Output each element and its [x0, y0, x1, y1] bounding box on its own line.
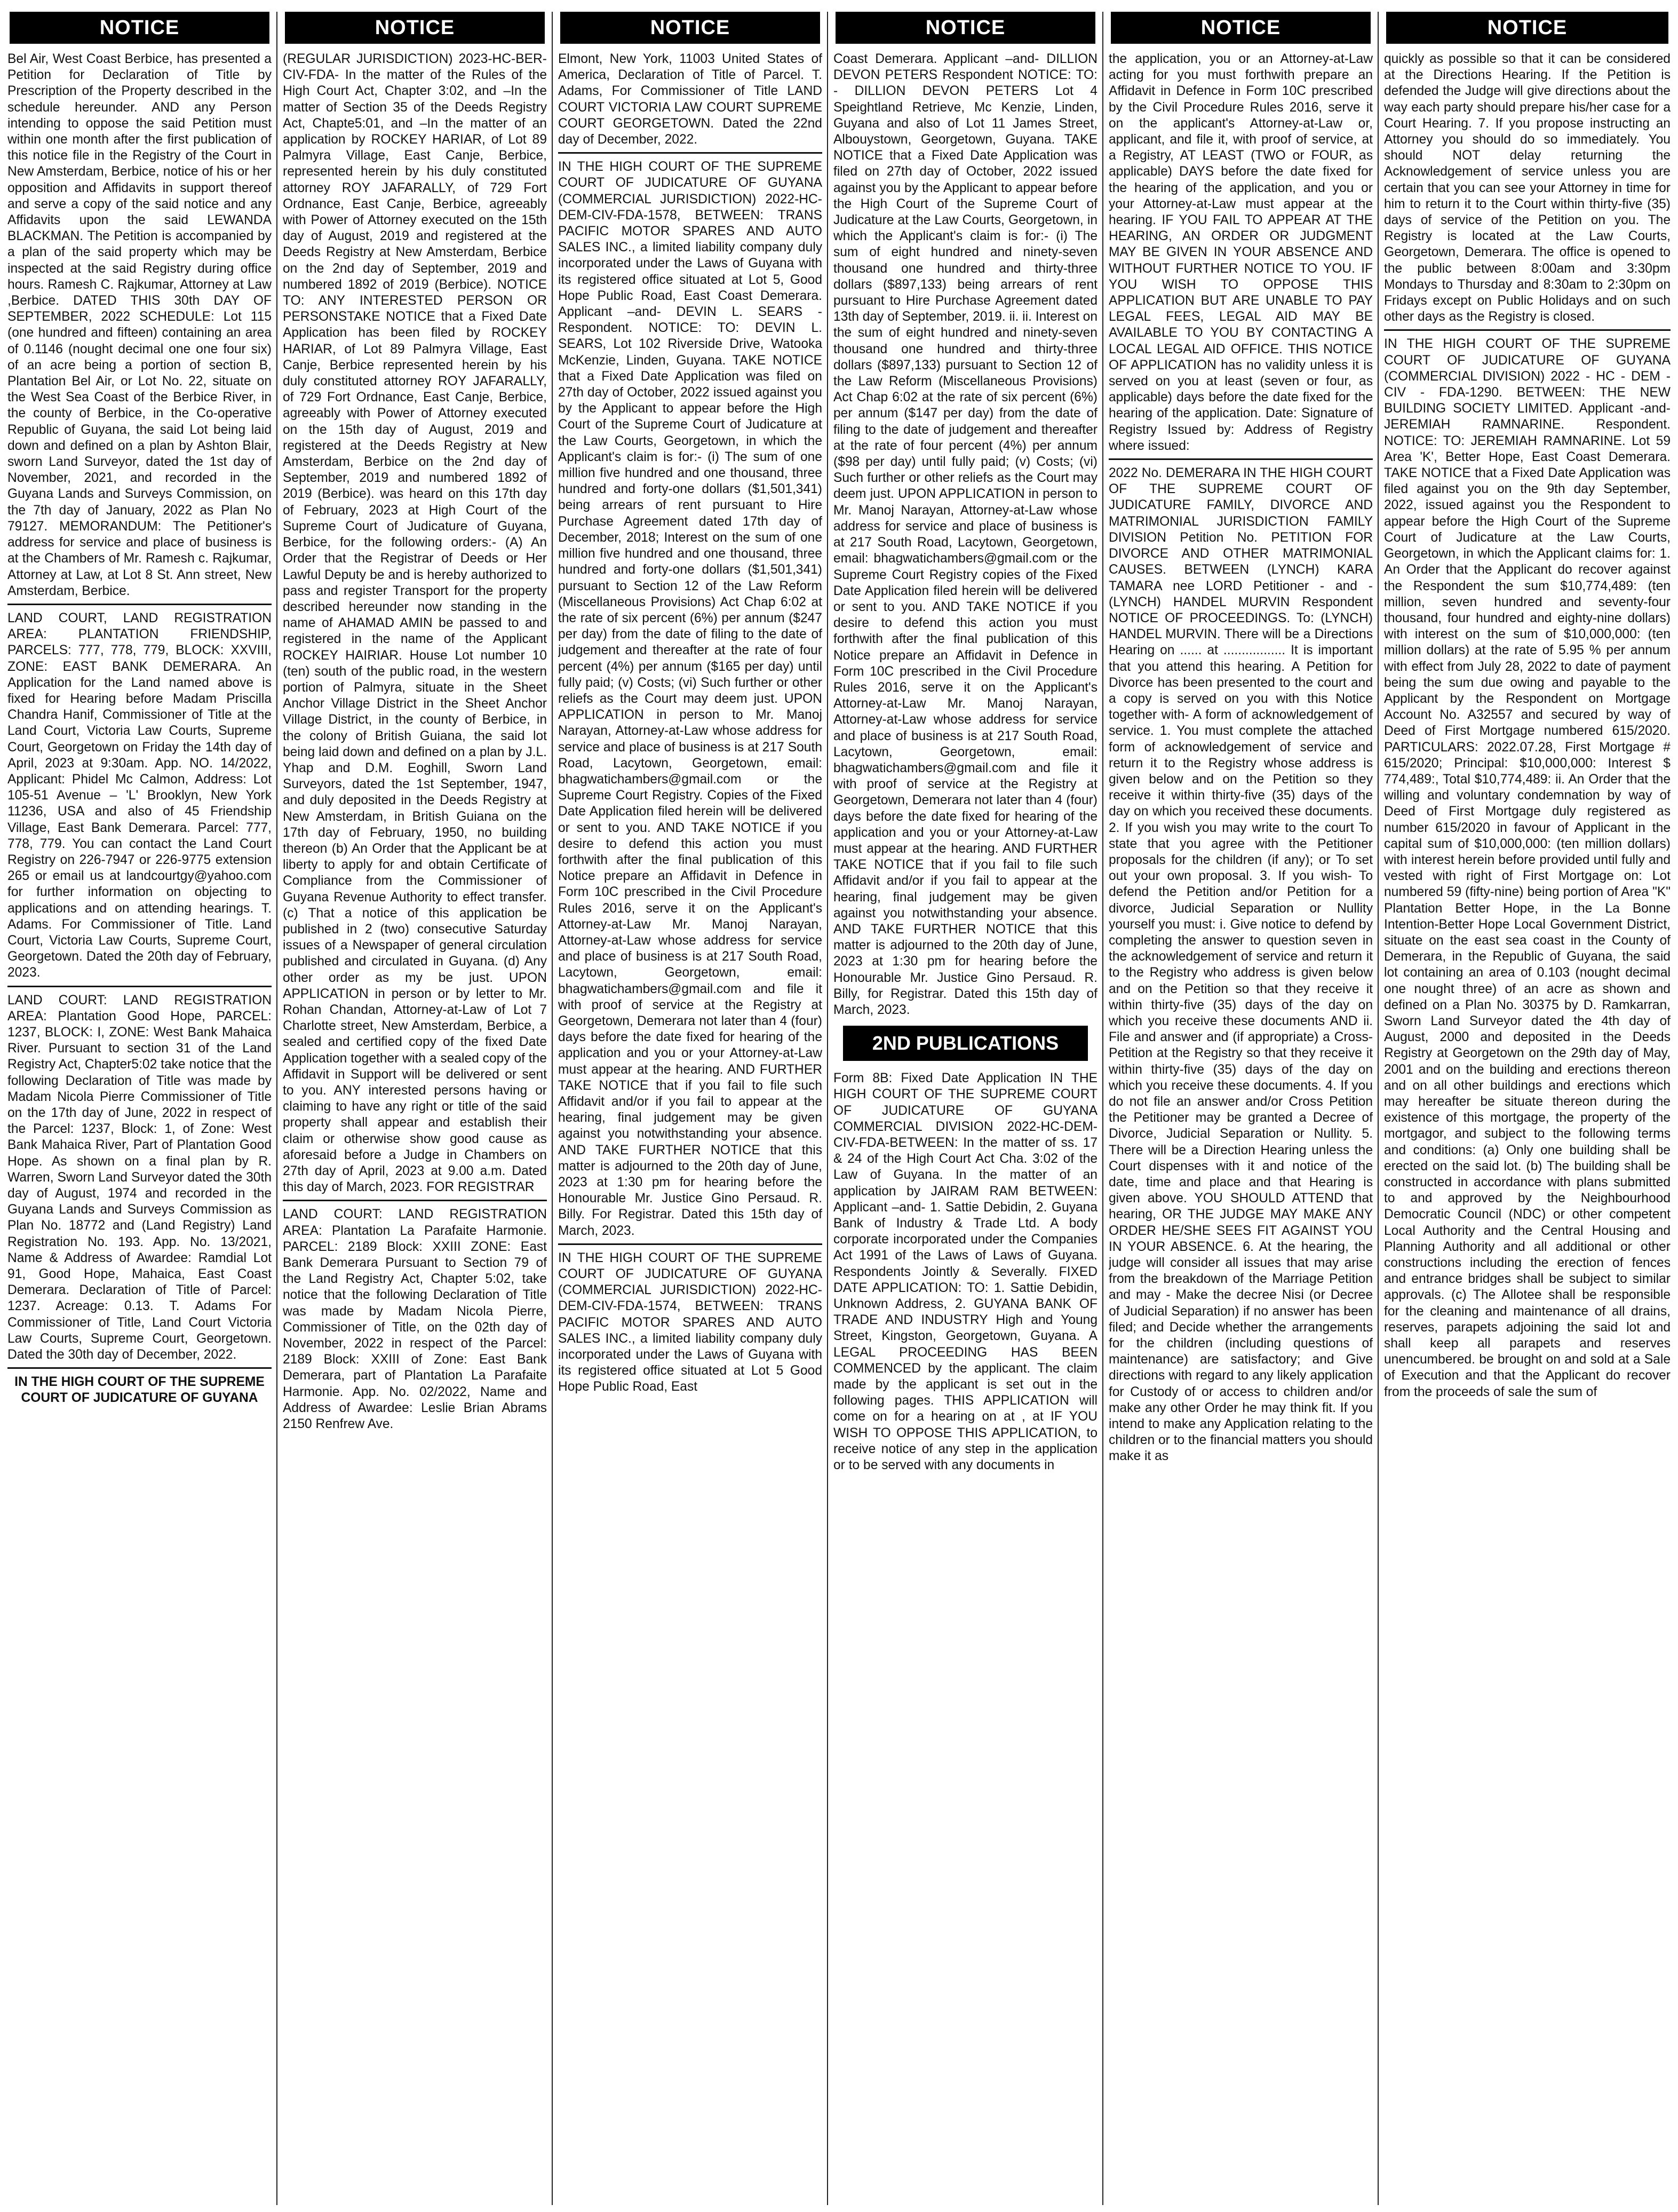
divider — [1384, 329, 1671, 331]
notice-banner: NOTICE — [1386, 12, 1668, 44]
notice-text: (REGULAR JURISDICTION) 2023-HC-BER-CIV-FDA- In the matter of the Rules of the High Court Act, Chapter 3:02, and –In the matter of Section 35 of the Deeds Registry Act, Chapte5:01, and –In the matter of an application by ROCKEY HARIAR, of Lot 89 Palmyra Village, East Canje, Berbice, represented herein by his duly constituted attorney ROY JAFARALLY, of 729 Fort Ordnance, East Canje, Berbice, agreeably with Power of Attorney executed on the 15th day of August, 2019 and registered at the Deeds Registry at New Amsterdam, Berbice on the 2nd day of September, 2019 and numbered 1892 of 2019 (Berbice). NOTICE TO: ANY INTERESTED PERSON OR PERSONSTAKE NOTICE that a Fixed Date Application has been filed by ROCKEY HARIAR, of Lot 89 Palmyra Village, East Canje, Berbice represented herein by his duly constituted attorney ROY JAFARALLY, of 729 Fort Ordnance, East Canje, Berbice, agreeably with Power of Attorney executed on the 15th day of August, 2019 and registered at the Deeds Registry at New Amsterdam, Berbice on the 2nd day of September, 2019 and numbered 1892 of 2019 (Berbice). was heard on this 17th day of February, 2023 at High Court of the Supreme Court of Judicature of Guyana, Berbice, for the following orders:- (A) An Order that the Registrar of Deeds or Her Lawful Deputy be and is hereby authorized to pass and register Transport for the property described hereunder now standing in the name of AHAMAD AMIN be passed to and registered in the name of the Applicant ROCKEY HAIRIAR. House Lot number 10 (ten) south of the public road, in the western portion of Palmyra, situate in the Sheet Anchor Village District in the Sheet Anchor Village District, in the county of Berbice, in the colony of British Guiana, the said lot being laid down and defined on a plan by J.L. Yhap and D.M. Eoghill, Sworn Land Surveyors, dated the 1st September, 1947, and duly deposited in the Deeds Registry at New Amsterdam, in British Guiana on the 17th day of February, 1950, no building thereon (b) An Order that the Applicant be at liberty to apply for and obtain Certificate of Compliance from the Commissioner of Guyana Revenue Authority to effect transfer. (c) That a notice of this application be published in 2 (two) consecutive Saturday issues of a Newspaper of general circulation published and circulated in Guyana. (d) Any other order as my be just. UPON APPLICATION in person or by letter to Mr. Rohan Chandan, Attorney-at-Law of Lot 7 Charlotte street, New Amsterdam, Berbice, a sealed and certified copy of the fixed Date Application together with a sealed copy of the Affidavit in Support will be delivered or sent to you. ANY interested persons having or claiming to have any right or title of the said property shall appear and establish their claim or otherwise show good cause as aforesaid before a Judge in Chambers on 27th day of April, 2023 at 9.00 a.m. Dated this day of March, 2023. FOR REGISTRAR — [283, 52, 547, 1195]
column-3 — [558, 12, 822, 2205]
notice-text: LAND COURT: LAND REGISTRATION AREA: Plantation La Parafaite Harmonie. PARCEL: 2189 Block: XXIII ZONE: East Bank Demerara Pursuant to Section 79 of the Land Registry Act, Chapter 5:02, take notice that the following Declaration of Title was made by Madam Nicola Pierre, Commissioner of Title, on the 02th day of November, 2022 in respect of the Parcel: 2189 Block: XXIII of Zone: East Bank Demerara, part of Plantation La Parafaite Harmonie. App. No. 02/2022, Name and Address of Awardee: Leslie Brian Abrams 2150 Renfrew Ave. — [283, 1207, 547, 1432]
column-2 — [283, 12, 547, 2205]
divider — [283, 1200, 547, 1201]
notice-banner: NOTICE — [285, 12, 545, 44]
column-divider — [1102, 12, 1103, 2205]
column-divider — [552, 12, 553, 2205]
divider — [558, 152, 822, 154]
notice-text: IN THE HIGH COURT OF THE SUPREME COURT OF JUDICATURE OF GUYANA (COMMERCIAL JURISDICTION) 2022-HC-DEM-CIV-FDA-1574, BETWEEN: TRANS PACIFIC MOTOR SPARES AND AUTO SALES INC., a limited liability company duly incorporated under the Laws of Guyana with its registered office situated at Lot 5 Good Hope Public Road, East — [558, 1250, 822, 1394]
notice-banner: NOTICE — [836, 12, 1095, 44]
notice-text: quickly as possible so that it can be considered at the Directions Hearing. If the Petition is defended the Judge will give directions about the way each party should prepare his/her case for a Court Hearing. 7. If you propose instructing an Attorney you should do so immediately. You should NOT delay returning the Acknowledgement of service unless you are certain that you can see your Attorney in time for him to return it to the Court within thirty-five (35) days of service of the Petition on you. The Registry is located at the Law Courts, Georgetown, Demerara. The office is opened to the public between 8:00am and 3:30pm Mondays to Thursday and 8:30am to 2:30pm on Fridays except on Public Holidays and on such other days as the Registry is closed. — [1384, 52, 1671, 324]
divider — [7, 986, 272, 987]
notice-text: the application, you or an Attorney-at-Law acting for you must forthwith prepare an Affidavit in Defence in Form 10C prescribed by the Civil Procedure Rules 2016, serve it on the applicant's Attorney-at-Law or, applicant, and file it, with proof of service, at a Registry, AT LEAST (TWO or FOUR, as applicable) DAYS before the date fixed for the hearing of the application, and you or your Attorney-at-Law must appear at the hearing. IF YOU FAIL TO APPEAR AT THE HEARING, AN ORDER OR JUDGMENT MAY BE GIVEN IN YOUR ABSENCE AND WITHOUT FURTHER NOTICE TO YOU. IF YOU WISH TO OPPOSE THIS APPLICATION BUT ARE UNABLE TO PAY LEGAL FEES, LEGAL AID MAY BE AVAILABLE TO YOU BY CONTACTING A LOCAL LEGAL AID OFFICE. THIS NOTICE OF APPLICATION has no validity unless it is served on you at least (seven or four, as applicable) days before the date fixed for the hearing of the application. Date: Signature of Registry Issued by: Address of Registry where issued: — [1109, 52, 1373, 453]
column-divider — [1378, 12, 1379, 2205]
notice-text: 2022 No. DEMERARA IN THE HIGH COURT OF THE SUPREME COURT OF JUDICATURE FAMILY, DIVORCE AND MATRIMONIAL JURISDICTION FAMILY DIVISION Petition No. PETITION FOR DIVORCE AND OTHER MATRIMONIAL CAUSES. BETWEEN (LYNCH) KARA TAMARA nee LORD Petitioner - and - (LYNCH) HANDEL MURVIN Respondent NOTICE OF PROCEEDINGS. To: (LYNCH) HANDEL MURVIN. There will be a Directions Hearing on ...... at ................. It is important that you attend this hearing. A Petition for Divorce has been presented to the court and a copy is served on you with this Notice together with- A form of acknowledgement of service. 1. You must complete the attached form of acknowledgement of service and return it to the Registry whose address is given below and on the Petition so they receive it within thirty-five (35) days of the day on which you received these documents. 2. If you wish you may write to the court To state that you agree with the Petitioner proposals for the children (if any); or To set out your own proposal. 3. If you wish- To defend the Petition and/or Petition for a divorce, Judicial Separation or Nullity yourself you must: i. Give notice to defend by completing the answer to question seven in the acknowledgement of service and return it to the Registry who address is given below and on the Petition so that they receive it within thirty-five (35) days of the day on which you receive these documents AND ii. File and answer and (if appropriate) a Cross-Petition at the Registry so that they receive it within thirty-five (35) days of the day on which you receive these documents. 4. If you do not file an answer and/or Cross Petition the Petitioner may be granted a Decree of Divorce, Judicial Separation or Nullity. 5. There will be a Direction Hearing unless the Court dispenses with it and notice of the date, time and place and that Hearing is given above. YOU SHOULD ATTEND that hearing, OR THE JUDGE MAY MAKE ANY ORDER HE/SHE SEES FIT AGAINST YOU IN YOUR ABSENCE. 6. At the hearing, the judge will consider all issues that may arise from the breakdown of the Marriage Petition and may - Make the decree Nisi (or Decree of Judicial Separation) if no answer has been filed; and Decide whether the arrangements for the children (including questions of maintenance) are satisfactory; and Give directions with regard to any likely application for Custody of or access to children and/or make any other Order he may think fit. If you intend to make any Application relating to the children or to the financial matters you should make it as — [1109, 466, 1373, 1464]
notice-heading: IN THE HIGH COURT OF THE SUPREME COURT OF JUDICATURE OF GUYANA — [14, 1375, 265, 1406]
notice-text: Coast Demerara. Applicant –and- DILLION DEVON PETERS Respondent NOTICE: TO: - DILLION DEVON PETERS Lot 4 Speightland Retrieve, Mc Kenzie, Linden, Guyana and also of Lot 11 James Street, Albouystown, Georgetown, Guyana. TAKE NOTICE that a Fixed Date Application was filed on 27th day of October, 2022 issued against you by the Applicant to appear before the High Court of the Supreme Court of Judicature at the Law Courts, Georgetown, in which the Applicant's claim is for:- (i) The sum of eight hundred and ninety-seven thousand one hundred and thirty-three dollars ($897,133) being arrears of rent pursuant to Hire Purchase Agreement dated 13th day of September, 2019. ii. ii. Interest on the sum of eight hundred and ninety-seven thousand one hundred and thirty-three dollars ($897,133) pursuant to Section 12 of the Law Reform (Miscellaneous Provisions) Act Chap 6:02 at the rate of six percent (6%) per annum ($147 per day) from the date of filing to the date of judgement and thereafter at the rate of four percent (4%) per annum ($98 per day) until fully paid; (v) Costs; (vi) Such further or other reliefs as the Court may deem just. UPON APPLICATION in person to Mr. Manoj Narayan, Attorney-at-Law whose address for service and place of business is at 217 South Road, Lacytown, Georgetown, email: bhagwatichambers@gmail.com or the Supreme Court Registry copies of the Fixed Date Application filed herein will be delivered or sent to you. AND TAKE NOTICE if you desire to defend this action you must forthwith after the final publication of this Notice prepare an Affidavit in Defence in Form 10C prescribed in the Civil Procedure Rules 2016, serve it on the Applicant's Attorney-at-Law Mr. Manoj Narayan, Attorney-at-Law whose address for service and place of business is at 217 South Road, Lacytown, Georgetown, email: bhagwatichambers@gmail.com and file it with proof of service at the Registry at Georgetown, Demerara not later than 4 (four) days before the date fixed for hearing of the application and you or your Attorney-at-Law must appear at the hearing. AND FURTHER TAKE NOTICE that if you fail to file such Affidavit and/or if you fail to appear at the hearing, final judgement may be given against you notwithstanding your absence. AND TAKE FURTHER NOTICE that this matter is adjourned to the 20th day of June, 2023 at 1:30 pm for hearing before the Honourable Mr. Justice Gino Persaud. R. Billy, for Registrar. Dated this 15th day of March, 2023. — [833, 52, 1098, 1017]
notice-banner: NOTICE — [10, 12, 269, 44]
section-banner: 2ND PUBLICATIONS — [843, 1026, 1088, 1061]
column-divider — [827, 12, 828, 2205]
notice-text: IN THE HIGH COURT OF THE SUPREME COURT OF JUDICATURE OF GUYANA (COMMERCIAL JURISDICTION) 2022-HC-DEM-CIV-FDA-1578, BETWEEN: TRANS PACIFIC MOTOR SPARES AND AUTO SALES INC., a limited liability company duly incorporated under the Laws of Guyana with its registered office situated at Lot 5, Good Hope Public Road, East Coast Demerara. Applicant –and- DEVIN L. SEARS - Respondent. NOTICE: TO: DEVIN L. SEARS, Lot 102 Riverside Drive, Watooka McKenzie, Linden, Guyana. TAKE NOTICE that a Fixed Date Application was filed on 27th day of October, 2022 issued against you by the Applicant to appear before the High Court of the Supreme Court of Judicature at the Law Courts, Georgetown, in which the Applicant's claim is for:- (i) The sum of one million five hundred and one thousand, three hundred and forty-one dollars ($1,501,341) being arrears of rent pursuant to Hire Purchase Agreement dated 17th day of December, 2018; Interest on the sum of one million five hundred and one thousand, three hundred and forty-one dollars ($1,501,341) pursuant to Section 12 of the Law Reform (Miscellaneous Provisions) Act Chap 6:02 at the rate of six percent (6%) per annum ($247 per day) from the date of filing to the date of judgement and thereafter at the rate of four percent (4%) per annum ($165 per day) until fully paid; (v) Costs; (vi) Such further or other reliefs as the Court may deem just. UPON APPLICATION in person to Mr. Manoj Narayan, Attorney-at-Law whose address for service and place of business is at 217 South Road, Lacytown, Georgetown, email: bhagwatichambers@gmail.com or the Supreme Court Registry. Copies of the Fixed Date Application filed herein will be delivered or sent to you. AND TAKE NOTICE if you desire to defend this action you must forthwith after the final publication of this Notice prepare an Affidavit in Defence in Form 10C prescribed in the Civil Procedure Rules 2016, serve it on the Applicant's Attorney-at-Law Mr. Manoj Narayan, Attorney-at-Law whose address for service and place of business is at 217 South Road, Lacytown, Georgetown, email: bhagwatichambers@gmail.com and file it with proof of service at the Registry at Georgetown, Demerara not later than 4 (four) days before the date fixed for hearing of the application and you or your Attorney-at-Law must appear at the hearing. AND FURTHER TAKE NOTICE that if you fail to file such Affidavit and/or if you fail to appear at the hearing, final judgement may be given against you notwithstanding your absence. AND TAKE FURTHER NOTICE that this matter is adjourned to the 20th day of June, 2023 at 1:30 pm for hearing before the Honourable Mr. Justice Gino Persaud. R. Billy. For Registrar. Dated this 15th day of March, 2023. — [558, 160, 822, 1238]
column-5 — [1109, 12, 1373, 2205]
notice-text: Elmont, New York, 11003 United States of America, Declaration of Title of Parcel. T. Adams, For Commissioner of Title LAND COURT VICTORIA LAW COURT SUPREME COURT GEORGETOWN. Dated the 22nd day of December, 2022. — [558, 52, 822, 147]
column-divider — [276, 12, 277, 2205]
notice-text: Bel Air, West Coast Berbice, has presented a Petition for Declaration of Title by Prescription of the Property described in the schedule hereunder. AND any Person intending to oppose the said Petition must within one month after the first publication of this notice file in the Registry of the Court in New Amsterdam, Berbice, notice of his or her opposition and Affidavits in support thereof and serve a copy of the said notice and any Affidavits upon the said LEWANDA BLACKMAN. The Petition is accompanied by a plan of the said property which may be inspected at the said Registry during office hours. Ramesh C. Rajkumar, Attorney at Law ,Berbice. DATED THIS 30th DAY OF SEPTEMBER, 2022 SCHEDULE: Lot 115 (one hundred and fifteen) containing an area of 0.1146 (nought decimal one one four six) of an acre being a portion of section B, Plantation Bel Air, or Lot No. 22, situate on the West Sea Coast of the Berbice River, in the county of Berbice, in the Co-operative Republic of Guyana, the said Lot being laid down and defined on a plan by Ashton Blair, sworn Land Surveyor, dated the 1st day of November, 2021, and recorded in the Guyana Lands and Surveys Commission, on the 7th day of January, 2022 as Plan No 79127. MEMORANDUM: The Petitioner's address for service and place of business is at the Chambers of Mr. Ramesh c. Rajkumar, Attorney at Law, at Lot 8 St. Ann street, New Amsterdam, Berbice. — [7, 52, 272, 598]
notice-banner: NOTICE — [560, 12, 820, 44]
notice-text: IN THE HIGH COURT OF THE SUPREME COURT OF JUDICATURE OF GUYANA (COMMERCIAL DIVISION) 2022 - HC - DEM - CIV - FDA-1290. BETWEEN: THE NEW BUILDING SOCIETY LIMITED. Applicant -and- JEREMIAH RAMNARINE. Respondent. NOTICE: TO: JEREMIAH RAMNARINE. Lot 59 Area 'K', Better Hope, East Coast Demerara. TAKE NOTICE that a Fixed Date Application was filed against you on the 9th day September, 2022, issued against you the Respondent to appear before the High Court of the Supreme Court of Judicature at the Law Courts, Georgetown, in which the Applicant claims for: 1. An Order that the Applicant do recover against the Respondent the sum $10,774,489: (ten million, seven hundred and seventy-four thousand, four hundred and eighty-nine dollars) with interest on the sum of $10,000,000: (ten million dollars) at the rate of 5.95 % per annum with effect from July 28, 2022 to date of payment being the sum due owing and payable to the Applicant by the Respondent on Mortgage Account No. A32557 and secured by way of Deed of First Mortgage numbered 615/2020. PARTICULARS: 2022.07.28, First Mortgage # 615/2020; Principal: $10,000,000: Interest $ 774,489:, Total $10,774,489: ii. An Order that the willing and voluntary condemnation by way of Deed of First Mortgage duly registered as number 615/2020 in favour of Applicant in the capital sum of $10,000,000: (ten million dollars) with interest herein before provided until fully and vested with right of First Mortgage on: Lot numbered 59 (fifty-nine) being portion of Area "K" Plantation Better Hope, in the La Bonne Intention-Better Hope Local Government District, situate on the east sea coast in the County of Demerara, in the Republic of Guyana, the said lot containing an area of 0.103 (nought decimal one nought three) of an acre as shown and defined on a Plan No. 30375 by D. Ramkarran, Sworn Land Surveyor dated the 4th day of August, 2000 and deposited in the Deeds Registry at Georgetown on the 29th day of May, 2001 and on the building and erections thereon and on all other buildings and erections which may hereafter be situate thereon during the existence of this mortgage, the property of the mortgagor, and subject to the following terms and conditions: (a) Only one building shall be erected on the said lot. (b) The building shall be constructed in accordance with plans submitted to and approved by the Neighbourhood Democratic Council (NDC) or other competent Local Authority and the Central Housing and Planning Authority and all additional or other constructions including the erection of fences and entrance bridges shall be subject to similar approvals. (c) The Allotee shall be responsible for the cleaning and maintenance of all drains, reserves, parapets adjoining the said lot and shall keep all parapets and reserves unencumbered. be brought on and sold at a Sale of Execution and that the Applicant do recover from the proceeds of sale the sum of — [1384, 337, 1671, 1399]
column-1 — [7, 12, 272, 2205]
column-6 — [1384, 12, 1671, 2205]
notice-text: LAND COURT, LAND REGISTRATION AREA: PLANTATION FRIENDSHIP, PARCELS: 777, 778, 779, BLOCK: XXVIII, ZONE: EAST BANK DEMERARA. An Application for the Land named above is fixed for Hearing before Madam Priscilla Chandra Hanif, Commissioner of Title at the Land Court, Victoria Law Courts, Supreme Court, Georgetown on Friday the 14th day of April, 2023 at 9:30am. App. NO. 14/2022, Applicant: Phidel Mc Calmon, Address: Lot 105-51 Avenue – 'L' Brooklyn, New York 11236, USA and also of 45 Friendship Village, East Bank Demerara. Parcel: 777, 778, 779. You can contact the Land Court Registry on 226-7947 or 226-9775 extension 265 or email us at landcourtgy@yahoo.com for further information on objecting to applications and on attending hearings. T. Adams. For Commissioner of Title. Land Court, Victoria Law Courts, Supreme Court, Georgetown. Dated the 20th day of February, 2023. — [7, 611, 272, 980]
divider — [7, 1367, 272, 1369]
notice-banner: NOTICE — [1111, 12, 1371, 44]
notice-text: LAND COURT: LAND REGISTRATION AREA: Plantation Good Hope, PARCEL: 1237, BLOCK: I, ZONE: West Bank Mahaica River. Pursuant to section 31 of the Land Registry Act, Chapter5:02 take notice that the following Declaration of Title was made by Madam Nicola Pierre Commissioner of Title on the 17th day of June, 2022 in respect of the Parcel: 1237, Block: 1, of Zone: West Bank Mahaica River, Part of Plantation Good Hope. As shown on a final plan by R. Warren, Sworn Land Surveyor dated the 30th day of August, 1974 and recorded in the Guyana Lands and Surveys Commission as Plan No. 18772 and (Land Registry) Land Registration No. 193. App. No. 13/2021, Name & Address of Awardee: Ramdial Lot 91, Good Hope, Mahaica, East Coast Demerara. Declaration of Title of Parcel: 1237. Acreage: 0.13. T. Adams For Commissioner of Title, Land Court Victoria Law Courts, Supreme Court, Georgetown. Dated the 30th day of December, 2022. — [7, 993, 272, 1362]
column-4 — [833, 12, 1098, 2205]
divider — [558, 1243, 822, 1245]
divider — [7, 604, 272, 605]
notice-text: Form 8B: Fixed Date Application IN THE HIGH COURT OF THE SUPREME COURT OF JUDICATURE OF GUYANA COMMERCIAL DIVISION 2022-HC-DEM-CIV-FDA-BETWEEN: In the matter of ss. 17 & 24 of the High Court Act Cha. 3:02 of the Law of Guyana. In the matter of an application by JAIRAM RAM BETWEEN: Applicant –and- 1. Sattie Debidin, 2. Guyana Bank of Industry & Trade Ltd. A body corporate incorporated under the Companies Act 1991 of the Laws of Laws of Guyana. Respondents Jointly & Severally. FIXED DATE APPLICATION: TO: 1. Sattie Debidin, Unknown Address, 2. GUYANA BANK OF TRADE AND INDUSTRY High and Young Street, Kingston, Georgetown, Guyana. A LEGAL PROCEEDING HAS BEEN COMMENCED by the applicant. The claim made by the applicant is set out in the following pages. THIS APPLICATION will come on for a hearing on at , at IF YOU WISH TO OPPOSE THIS APPLICATION, to receive notice of any step in the application or to be served with any documents in — [833, 1071, 1098, 1473]
divider — [1109, 458, 1373, 460]
